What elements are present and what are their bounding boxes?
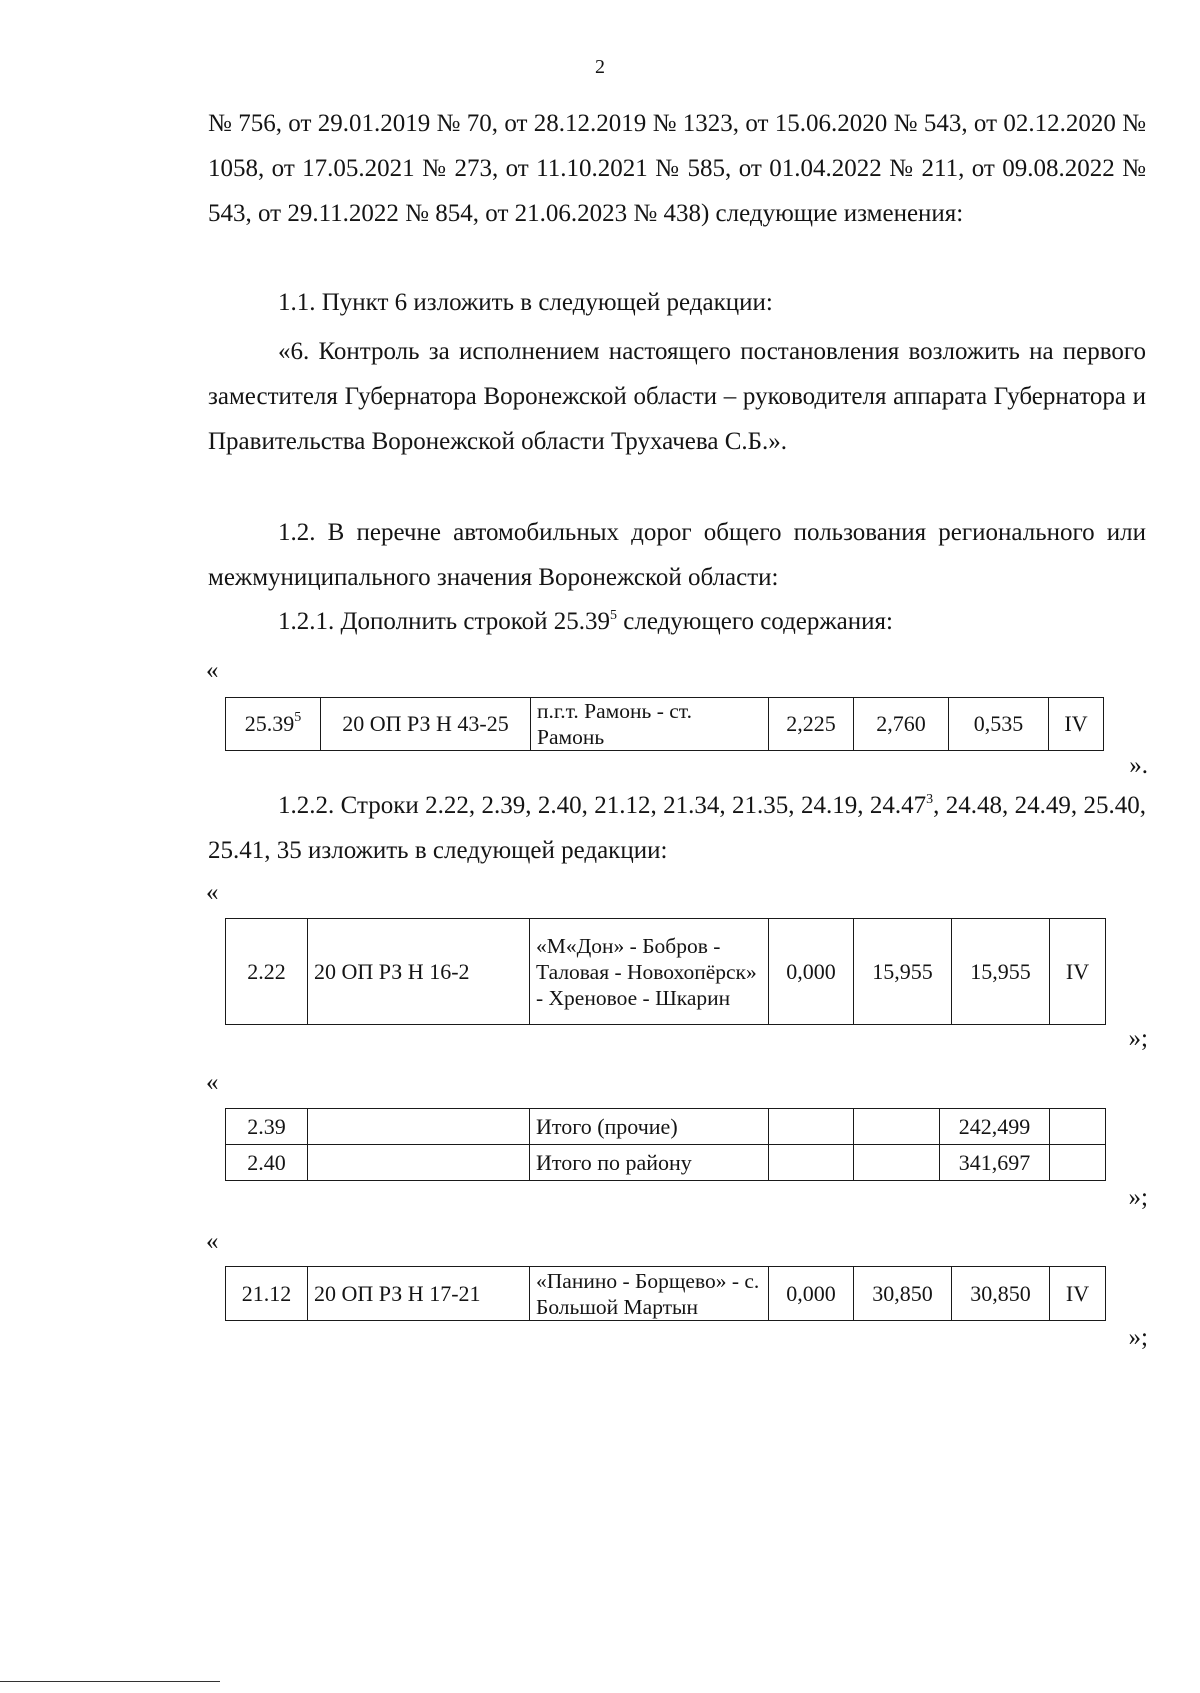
- road-category: IV: [1050, 1267, 1106, 1321]
- table-row: [226, 1145, 1106, 1181]
- page-number: 2: [595, 56, 605, 78]
- quote-open-3: «: [206, 1069, 219, 1096]
- length-km: 242,499: [940, 1109, 1050, 1145]
- new-row-table: [225, 697, 1104, 751]
- footer-divider: [0, 1681, 220, 1682]
- end-km: [854, 1145, 940, 1181]
- row-number: 2.40: [226, 1145, 308, 1181]
- road-category: [1050, 1109, 1106, 1145]
- road-code: [308, 1109, 530, 1145]
- road-code: 20 ОП РЗ Н 16-2: [308, 919, 530, 1025]
- road-name: «М«Дон» - Бобров - Таловая - Новохопёрск» - Хреновое - Шкарин: [530, 919, 769, 1025]
- end-km: 15,955: [854, 919, 952, 1025]
- item-1-2-2: 1.2.2. Строки 2.22, 2.39, 2.40, 21.12, 21.34, 21.35, 24.19, 24.47$^3$, 24.48, 24.49, 25.40, 25.41, 35 изложить в следующей редакции:: [208, 792, 1147, 864]
- row-number: 2.39: [226, 1109, 308, 1145]
- start-km: [769, 1145, 854, 1181]
- row-21-12-table: [225, 1266, 1106, 1321]
- road-category: IV: [1050, 919, 1106, 1025]
- end-km: 2,760: [854, 698, 949, 751]
- item-6-text: «6. Контроль за исполнением настоящего постановления возложить на первого заместителя Губернатора Воронежской области – руководителя аппарата Губернатора и Правительства Воронежской области Трухачева С.Б.».: [208, 338, 1146, 455]
- start-km: 0,000: [769, 919, 854, 1025]
- road-name: Итого по району: [530, 1145, 769, 1181]
- table-row: [226, 1109, 1106, 1145]
- quote-close-1: ».: [1129, 752, 1148, 779]
- item-1-2: 1.2. В перечне автомобильных дорог общего пользования регионального или межмуниципального значения Воронежской области:: [208, 519, 1146, 591]
- road-code: 20 ОП РЗ Н 43-25: [321, 698, 531, 751]
- row-number: 21.12: [226, 1267, 308, 1321]
- row-number: 2.22: [226, 919, 308, 1025]
- start-km: 0,000: [769, 1267, 854, 1321]
- intro-paragraph: № 756, от 29.01.2019 № 70, от 28.12.2019 № 1323, от 15.06.2020 № 543, от 02.12.2020 № 1058, от 17.05.2021 № 273, от 11.10.2021 № 585, от 01.04.2022 № 211, от 09.08.2022 № 543, от 29.11.2022 № 854, от 21.06.2023 № 438) следующие изменения:: [208, 110, 1146, 227]
- road-category: IV: [1049, 698, 1104, 751]
- road-code: [308, 1145, 530, 1181]
- road-name: Итого (прочие): [530, 1109, 769, 1145]
- road-code: 20 ОП РЗ Н 17-21: [308, 1267, 530, 1321]
- quote-close-4: »;: [1128, 1324, 1148, 1351]
- item-1-2-1: 1.2.1. Дополнить строкой 25.39$^5$ следующего содержания:: [278, 608, 893, 635]
- row-2-22-table: [225, 918, 1106, 1025]
- road-name: п.г.т. Рамонь - ст. Рамонь: [531, 698, 769, 751]
- row-number: 25.39$^5$: [226, 698, 321, 751]
- end-km: [854, 1109, 940, 1145]
- item-1-1: 1.1. Пункт 6 изложить в следующей редакции:: [278, 289, 773, 316]
- table-row: [226, 919, 1106, 1025]
- road-name: «Панино - Борщево» - с. Большой Мартын: [530, 1267, 769, 1321]
- quote-close-3: »;: [1128, 1184, 1148, 1211]
- table-row: [226, 698, 1104, 751]
- length-km: 0,535: [949, 698, 1049, 751]
- length-km: 30,850: [952, 1267, 1050, 1321]
- quote-open-2: «: [206, 879, 219, 906]
- road-category: [1050, 1145, 1106, 1181]
- length-km: 15,955: [952, 919, 1050, 1025]
- start-km: 2,225: [769, 698, 854, 751]
- length-km: 341,697: [940, 1145, 1050, 1181]
- quote-open-1: «: [206, 657, 219, 684]
- totals-table: [225, 1108, 1106, 1181]
- end-km: 30,850: [854, 1267, 952, 1321]
- quote-open-4: «: [206, 1228, 219, 1255]
- table-row: [226, 1267, 1106, 1321]
- quote-close-2: »;: [1128, 1025, 1148, 1052]
- start-km: [769, 1109, 854, 1145]
